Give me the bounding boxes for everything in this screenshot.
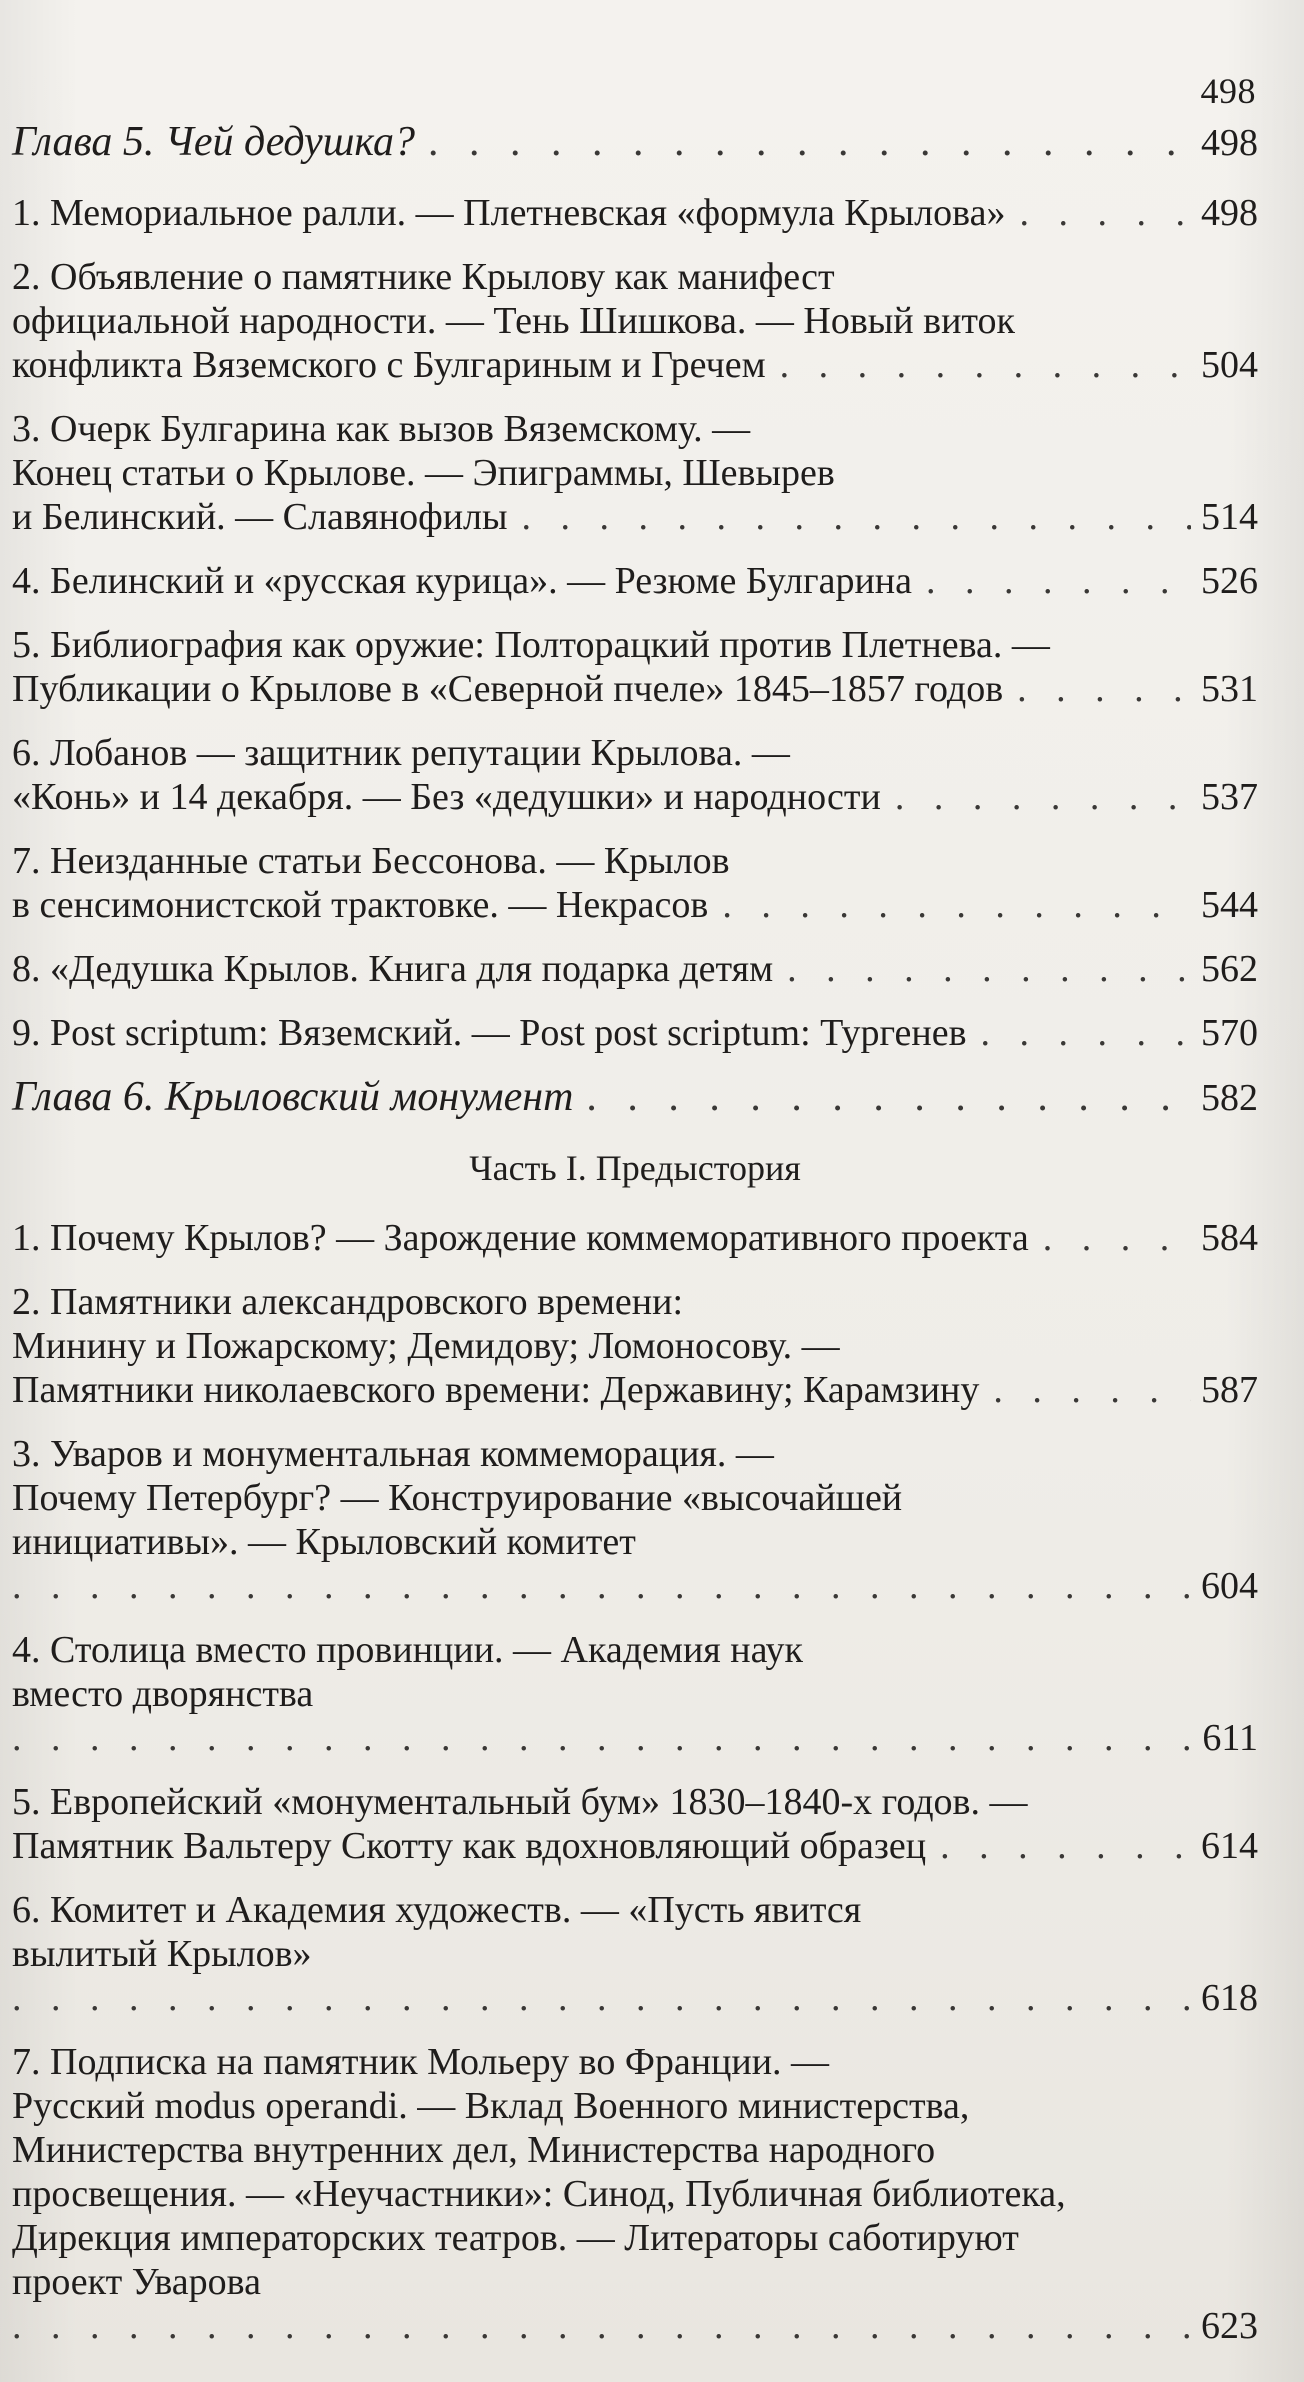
dot-leader bbox=[940, 1824, 1191, 1868]
toc-page-number: 611 bbox=[1202, 1717, 1258, 1759]
toc-entry[interactable] bbox=[12, 1628, 1258, 1760]
toc-entry-text-line: 7. Подписка на памятник Мольеру во Франции. — bbox=[12, 2041, 830, 2083]
toc-entry-text-line: вылитый Крылов» bbox=[12, 1933, 312, 1975]
toc-entry[interactable] bbox=[12, 1011, 1258, 1055]
toc-entry[interactable] bbox=[12, 191, 1258, 235]
toc-entry-last-line bbox=[12, 343, 1258, 387]
toc-page-number: 618 bbox=[1201, 1977, 1258, 2019]
toc-entry-text-line: 2. Объявление о памятнике Крылову как манифест bbox=[12, 256, 835, 298]
toc-entry[interactable] bbox=[12, 1432, 1258, 1608]
toc-page-number: 582 bbox=[1201, 1077, 1258, 1119]
toc-entry-last-line bbox=[12, 947, 1258, 991]
toc-entry-title: 4. Белинский и «русская курица». — Резюме Булгарина bbox=[12, 560, 913, 602]
dot-leader bbox=[993, 1368, 1191, 1412]
table-of-contents bbox=[12, 120, 1258, 2368]
toc-entry-text-line: Министерства внутренних дел, Министерства народного bbox=[12, 2129, 936, 2171]
toc-page-number: 587 bbox=[1201, 1369, 1258, 1411]
toc-entry-last-line bbox=[12, 1011, 1258, 1055]
toc-entry-text-line: официальной народности. — Тень Шишкова. — Новый виток bbox=[12, 300, 1015, 342]
toc-page-number: 544 bbox=[1201, 884, 1258, 926]
toc-entry-title: Глава 6. Крыловский монумент bbox=[12, 1074, 574, 1120]
toc-entry-title: Глава 5. Чей дедушка? bbox=[12, 119, 415, 165]
toc-page-number: 537 bbox=[1201, 776, 1258, 818]
dot-leader bbox=[981, 1011, 1191, 1055]
toc-entry-text-line: просвещения. — «Неучастники»: Синод, Публичная библиотека, bbox=[12, 2173, 1066, 2215]
toc-entry[interactable] bbox=[12, 623, 1258, 711]
toc-entry-title: «Конь» и 14 декабря. — Без «дедушки» и народности bbox=[12, 776, 881, 818]
toc-entry-text-line: вместо дворянства bbox=[12, 1673, 314, 1715]
toc-page-number: 584 bbox=[1201, 1217, 1258, 1259]
dot-leader bbox=[12, 1716, 1192, 1760]
toc-entry-text-line: Минину и Пожарскому; Демидову; Ломоносову. — bbox=[12, 1325, 840, 1367]
dot-leader bbox=[522, 495, 1191, 539]
toc-entry-text-line: инициативы». — Крыловский комитет bbox=[12, 1521, 636, 1563]
dot-leader bbox=[429, 120, 1191, 164]
toc-entry-title: 8. «Дедушка Крылов. Книга для подарка детям bbox=[12, 948, 774, 990]
toc-page-number: 514 bbox=[1201, 496, 1258, 538]
toc-entry-title: в сенсимонистской трактовке. — Некрасов bbox=[12, 884, 709, 926]
toc-page-number: 570 bbox=[1201, 1012, 1258, 1054]
toc-entry-text-line: Конец статьи о Крылове. — Эпиграммы, Шевырев bbox=[12, 452, 835, 494]
toc-entry-last-line bbox=[12, 1716, 1258, 1760]
toc-page-number: 604 bbox=[1201, 1565, 1258, 1607]
toc-entry-title: 1. Мемориальное ралли. — Плетневская «формула Крылова» bbox=[12, 192, 1006, 234]
toc-entry-last-line bbox=[12, 2304, 1258, 2348]
toc-entry-text-line: 6. Лобанов — защитник репутации Крылова. — bbox=[12, 732, 790, 774]
dot-leader bbox=[1019, 191, 1191, 235]
toc-entry[interactable] bbox=[12, 839, 1258, 927]
dot-leader bbox=[926, 559, 1191, 603]
toc-page-number: 623 bbox=[1201, 2305, 1258, 2347]
toc-entry-text-line: 3. Уваров и монументальная коммеморация. — bbox=[12, 1433, 774, 1475]
toc-entry-text-line: Дирекция императорских театров. — Литераторы саботируют bbox=[12, 2217, 1019, 2259]
toc-page-number: 526 bbox=[1201, 560, 1258, 602]
toc-entry-text-line: Русский modus operandi. — Вклад Военного министерства, bbox=[12, 2085, 970, 2127]
toc-entry-title: конфликта Вяземского с Булгариным и Гречем bbox=[12, 344, 766, 386]
toc-entry[interactable] bbox=[12, 1888, 1258, 2020]
toc-entry-text-line: 5. Библиография как оружие: Полторацкий против Плетнева. — bbox=[12, 624, 1050, 666]
toc-entry-last-line bbox=[12, 1368, 1258, 1412]
dot-leader bbox=[1017, 667, 1191, 711]
toc-entry-title: Публикации о Крылове в «Северной пчеле» 1845–1857 годов bbox=[12, 668, 1004, 710]
toc-entry-text-line: 4. Столица вместо провинции. — Академия наук bbox=[12, 1629, 804, 1671]
dot-leader bbox=[1043, 1216, 1191, 1260]
toc-page-number: 531 bbox=[1201, 668, 1258, 710]
toc-entry-text-line: проект Уварова bbox=[12, 2261, 261, 2303]
toc-entry-last-line bbox=[12, 667, 1258, 711]
toc-entry[interactable] bbox=[12, 255, 1258, 387]
toc-page-number: 498 bbox=[1201, 122, 1258, 164]
dot-leader bbox=[12, 1564, 1191, 1608]
dot-leader bbox=[787, 947, 1191, 991]
toc-entry[interactable] bbox=[12, 559, 1258, 603]
part-heading: Часть I. Предыстория bbox=[469, 1148, 801, 1188]
toc-chapter-entry[interactable] bbox=[12, 120, 1258, 165]
toc-entry[interactable] bbox=[12, 1280, 1258, 1412]
toc-entry[interactable] bbox=[12, 1216, 1258, 1260]
toc-entry-last-line bbox=[12, 775, 1258, 819]
toc-entry-last-line bbox=[12, 559, 1258, 603]
toc-entry-last-line bbox=[12, 1075, 1258, 1120]
toc-chapter-entry[interactable] bbox=[12, 1075, 1258, 1120]
dot-leader bbox=[722, 883, 1191, 927]
toc-entry-title: Памятник Вальтеру Скотту как вдохновляющий образец bbox=[12, 1825, 927, 1867]
toc-entry-last-line bbox=[12, 1564, 1258, 1608]
toc-entry-title: и Белинский. — Славянофилы bbox=[12, 496, 508, 538]
dot-leader bbox=[780, 343, 1191, 387]
toc-entry-text-line: 7. Неизданные статьи Бессонова. — Крылов bbox=[12, 840, 730, 882]
toc-entry-title: Памятники николаевского времени: Державину; Карамзину bbox=[12, 1369, 980, 1411]
dot-leader bbox=[12, 1976, 1191, 2020]
toc-entry-text-line: 5. Европейский «монументальный бум» 1830–1840-х годов. — bbox=[12, 1781, 1028, 1823]
toc-entry-text-line: 3. Очерк Булгарина как вызов Вяземскому. — bbox=[12, 408, 751, 450]
toc-entry-text-line: Почему Петербург? — Конструирование «высочайшей bbox=[12, 1477, 903, 1519]
toc-entry[interactable] bbox=[12, 407, 1258, 539]
toc-page-number: 504 bbox=[1201, 344, 1258, 386]
toc-entry-title: 1. Почему Крылов? — Зарождение коммеморативного проекта bbox=[12, 1217, 1029, 1259]
toc-entry-last-line bbox=[12, 883, 1258, 927]
toc-page-number: 498 bbox=[1201, 192, 1258, 234]
dot-leader bbox=[12, 2304, 1191, 2348]
toc-entry-last-line bbox=[12, 1216, 1258, 1260]
toc-page-number: 614 bbox=[1201, 1825, 1258, 1867]
dot-leader bbox=[587, 1075, 1191, 1119]
toc-page-number: 562 bbox=[1201, 948, 1258, 990]
toc-entry[interactable] bbox=[12, 1780, 1258, 1868]
toc-entry-last-line bbox=[12, 120, 1258, 165]
top-partial-page-number: 498 bbox=[1200, 71, 1256, 111]
dot-leader bbox=[895, 775, 1191, 819]
toc-entry-text-line: 2. Памятники александровского времени: bbox=[12, 1281, 684, 1323]
toc-entry[interactable] bbox=[12, 731, 1258, 819]
toc-entry-last-line bbox=[12, 495, 1258, 539]
toc-entry-last-line bbox=[12, 1976, 1258, 2020]
toc-entry-last-line bbox=[12, 1824, 1258, 1868]
toc-entry[interactable] bbox=[12, 947, 1258, 991]
toc-entry-title: 9. Post scriptum: Вяземский. — Post post scriptum: Тургенев bbox=[12, 1012, 967, 1054]
toc-entry-last-line bbox=[12, 191, 1258, 235]
toc-entry[interactable] bbox=[12, 2040, 1258, 2348]
toc-entry-text-line: 6. Комитет и Академия художеств. — «Пусть явится bbox=[12, 1889, 862, 1931]
